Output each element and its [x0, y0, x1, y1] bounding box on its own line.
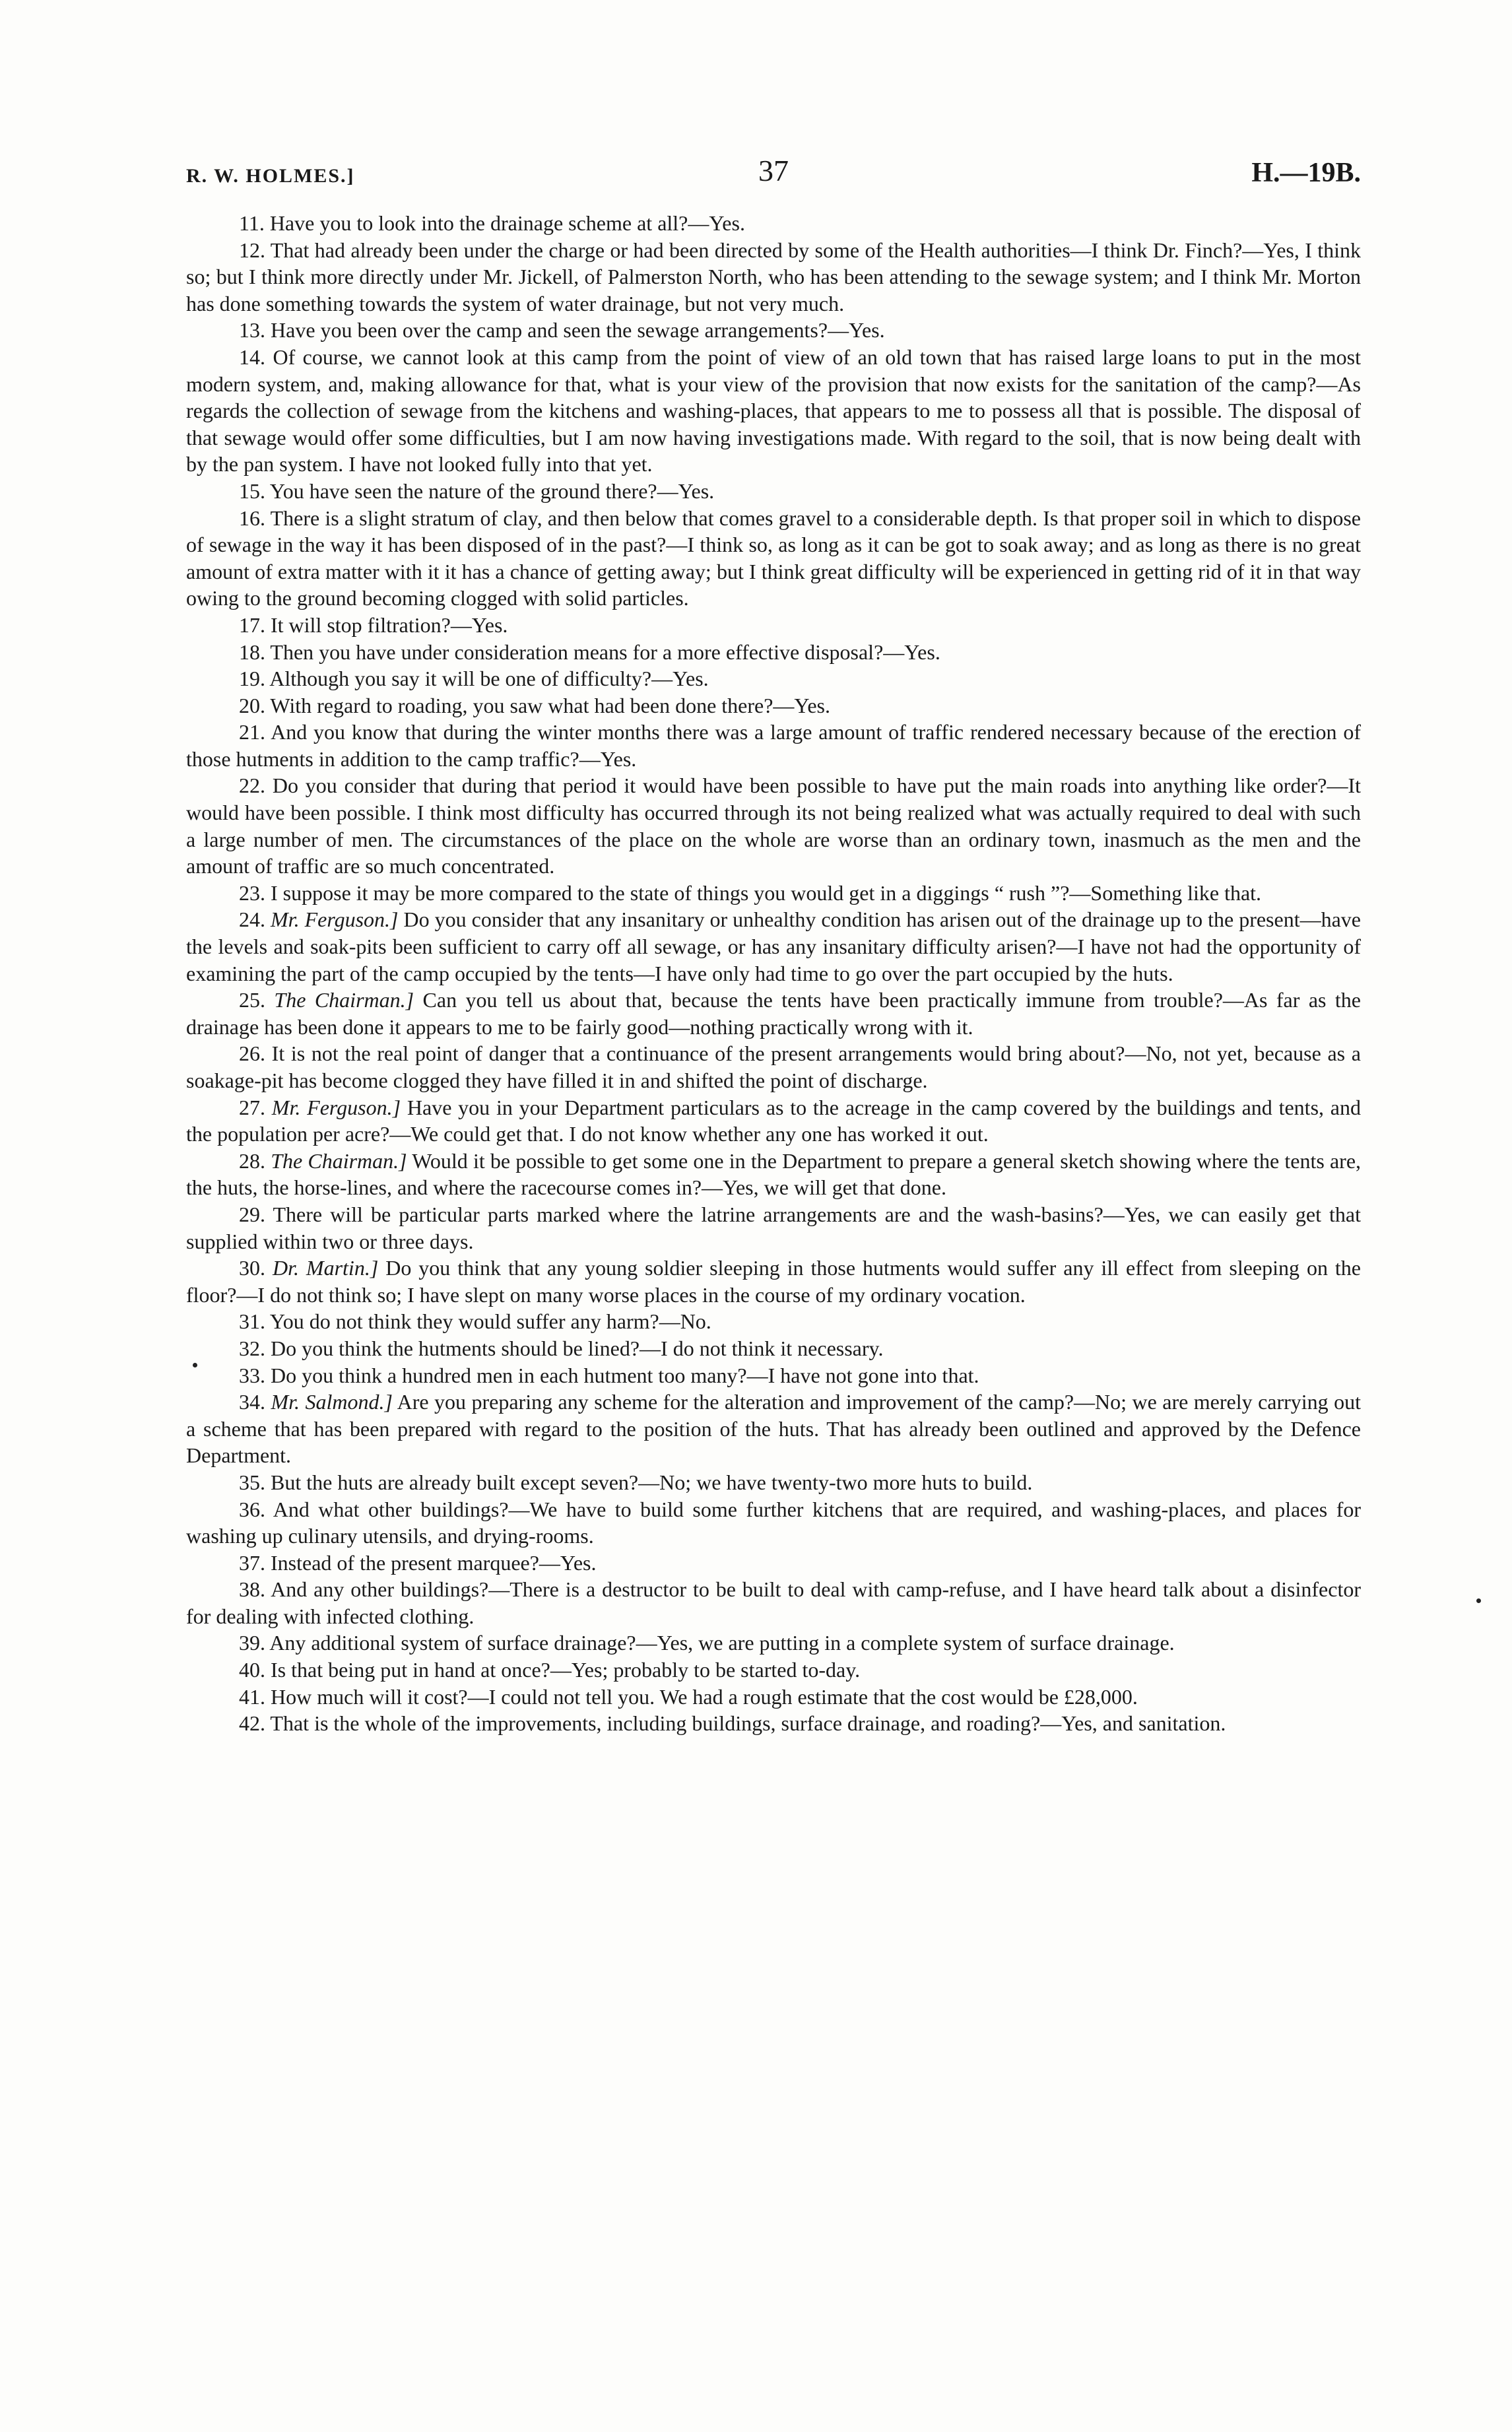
- paragraph-text: Have you to look into the drainage scheme at all?—Yes.: [269, 211, 745, 235]
- paragraph-text: Then you have under consideration means for a more effective disposal?—Yes.: [270, 640, 940, 664]
- question-number: 28.: [239, 1148, 265, 1173]
- paragraph-text: How much will it cost?—I could not tell you. We had a rough estimate that the cost would be £28,000.: [271, 1684, 1138, 1709]
- paragraph-q17: [186, 612, 1361, 639]
- paragraph-text: Can you tell us about that, because the tents have been practically immune from trouble?—As far as the drainage has been done it appears to me to be fairly good—nothing practically wrong with it.: [186, 988, 1362, 1039]
- speaker-name: The Chairman.]: [271, 1148, 407, 1173]
- paragraph-q12: [186, 237, 1361, 317]
- paragraph-text: Do you think a hundred men in each hutment too many?—I have not gone into that.: [271, 1363, 979, 1387]
- question-number: 14.: [239, 345, 265, 369]
- paragraph-q23: [186, 880, 1361, 907]
- page-header: [186, 153, 1361, 199]
- paragraph-text: That had already been under the charge or had been directed by some of the Health authorities—I think Dr. Finch?—Yes, I think so; but I think more directly under Mr. Jickell, of Palmerston North, who has been attending to the sewage system; and I think Mr. Morton has done something towards the system of water drainage, but not very much.: [186, 238, 1362, 315]
- question-number: 29.: [239, 1202, 265, 1226]
- paragraph-q16: [186, 505, 1361, 612]
- paragraph-text: Are you preparing any scheme for the alteration and improvement of the camp?—No; we are merely carrying out a scheme that has been prepared with regard to the position of the huts. That has already been outlined and approved by the Defence Department.: [186, 1390, 1362, 1468]
- speaker-name: Mr. Salmond.]: [271, 1390, 393, 1414]
- paragraph-q37: [186, 1550, 1361, 1577]
- paragraph-q30: [186, 1255, 1361, 1308]
- paragraph-text: Any additional system of surface drainage?—Yes, we are putting in a complete system of surface drainage.: [269, 1631, 1175, 1655]
- question-number: 40.: [239, 1658, 265, 1682]
- paragraph-q27: [186, 1094, 1361, 1148]
- paragraph-q34: [186, 1389, 1361, 1469]
- question-number: 18.: [239, 640, 265, 664]
- paragraph-text: Have you in your Department particulars as to the acreage in the camp covered by the buildings and tents, and the population per acre?—We could get that. I do not know whether any one has worked it out.: [186, 1095, 1362, 1146]
- question-number: 37.: [239, 1550, 265, 1575]
- paragraph-text: It will stop filtration?—Yes.: [271, 612, 508, 637]
- question-number: 13.: [239, 318, 265, 343]
- paragraph-q28: [186, 1148, 1361, 1201]
- paragraph-q41: [186, 1684, 1361, 1711]
- question-number: 39.: [239, 1631, 265, 1655]
- question-number: 21.: [239, 720, 265, 744]
- question-number: 12.: [239, 238, 265, 262]
- question-number: 20.: [239, 693, 265, 717]
- paragraph-text: There will be particular parts marked where the latrine arrangements are and the wash-basins?—Yes, we can easily get that supplied within two or three days.: [186, 1202, 1361, 1253]
- question-number: 23.: [239, 880, 265, 905]
- document-body: [186, 210, 1361, 1737]
- question-number: 17.: [239, 612, 265, 637]
- paragraph-q31: [186, 1308, 1361, 1335]
- speaker-name: Mr. Ferguson.]: [271, 1095, 401, 1119]
- question-number: 16.: [239, 506, 265, 530]
- paragraph-text: You do not think they would suffer any harm?—No.: [269, 1309, 711, 1334]
- paragraph-text: Although you say it will be one of difficulty?—Yes.: [269, 667, 709, 691]
- paragraph-text: Instead of the present marquee?—Yes.: [271, 1550, 597, 1575]
- paragraph-q29: [186, 1201, 1361, 1255]
- paragraph-text: And any other buildings?—There is a destructor to be built to deal with camp-refuse, and I have heard talk about a disinfector for dealing with infected clothing.: [186, 1577, 1362, 1628]
- speaker-name: The Chairman.]: [274, 988, 414, 1012]
- paragraph-text: Do you consider that any insanitary or unhealthy condition has arisen out of the drainage up to the present—have the levels and soak-pits been sufficient to carry off all sewage, or has any insanitary difficulty arisen?—I have not had the opportunity of examining the part of the camp occupied by the tents—I have only had time to go over the part occupied by the huts.: [186, 907, 1362, 985]
- paragraph-text: There is a slight stratum of clay, and then below that comes gravel to a considerable depth. Is that proper soil in which to dispose of sewage in the way it has been disposed of in the past?—I think so, as long as it can be got to soak away; and as long as there is no great amount of extra matter with it it has a chance of getting away; but I think great difficulty will be experienced in getting rid of it in that way owing to the ground becoming clogged with solid particles.: [186, 506, 1362, 610]
- paragraph-text: You have seen the nature of the ground there?—Yes.: [269, 478, 715, 503]
- question-number: 30.: [239, 1256, 265, 1280]
- paragraph-q25: [186, 987, 1361, 1040]
- paragraph-q24: [186, 906, 1361, 987]
- paragraph-text: Of course, we cannot look at this camp from the point of view of an old town that has raised large loans to put in the most modern system, and, making allowance for that, what is your view of the provision that now exists for the sanitation of the camp?—As regards the collection of sewage from the kitchens and washing-places, that appears to me to possess all that is possible. The disposal of that sewage would offer some difficulties, but I am now having investigations made. With regard to the soil, that is now being dealt with by the pan system. I have not looked fully into that yet.: [186, 345, 1362, 477]
- question-number: 26.: [239, 1041, 265, 1066]
- margin-dot: [193, 1363, 197, 1367]
- paragraph-q13: [186, 317, 1361, 344]
- question-number: 24.: [239, 907, 265, 932]
- header-witness-name: R. W. HOLMES.]: [186, 165, 355, 187]
- paragraph-q11: [186, 210, 1361, 237]
- paragraph-q19: [186, 665, 1361, 692]
- document-reference: H.—19B.: [1251, 158, 1361, 188]
- paragraph-text: But the huts are already built except seven?—No; we have twenty-two more huts to build.: [271, 1470, 1033, 1494]
- paragraph-q33: [186, 1362, 1361, 1389]
- paragraph-q22: [186, 772, 1361, 879]
- question-number: 32.: [239, 1336, 265, 1360]
- question-number: 15.: [239, 478, 265, 503]
- paragraph-q42: [186, 1710, 1361, 1737]
- question-number: 22.: [239, 773, 265, 798]
- question-number: 11.: [239, 211, 265, 235]
- paragraph-q26: [186, 1040, 1361, 1094]
- question-number: 27.: [239, 1095, 265, 1119]
- speaker-name: Mr. Ferguson.]: [271, 907, 399, 932]
- question-number: 33.: [239, 1363, 265, 1387]
- question-number: 36.: [239, 1497, 265, 1521]
- speaker-name: Dr. Martin.]: [272, 1256, 379, 1280]
- question-number: 35.: [239, 1470, 265, 1494]
- paragraph-q15: [186, 478, 1361, 505]
- question-number: 25.: [239, 988, 265, 1012]
- paragraph-q40: [186, 1657, 1361, 1684]
- paragraph-q14: [186, 344, 1361, 478]
- paragraph-q20: [186, 692, 1361, 719]
- paragraph-q36: [186, 1496, 1361, 1550]
- paragraph-text: Do you think the hutments should be lined?—I do not think it necessary.: [271, 1336, 884, 1360]
- paragraph-text: And what other buildings?—We have to build some further kitchens that are required, and washing-places, and places for washing up culinary utensils, and drying-rooms.: [186, 1497, 1362, 1548]
- paragraph-q35: [186, 1469, 1361, 1496]
- question-number: 41.: [239, 1684, 265, 1709]
- paragraph-q18: [186, 639, 1361, 666]
- paragraph-text: That is the whole of the improvements, including buildings, surface drainage, and roading?—Yes, and sanitation.: [270, 1711, 1226, 1736]
- page-number: 37: [758, 154, 789, 187]
- paragraph-text: Is that being put in hand at once?—Yes; probably to be started to-day.: [271, 1658, 861, 1682]
- paragraph-text: I suppose it may be more compared to the state of things you would get in a diggings “ rush ”?—Something like that.: [271, 880, 1262, 905]
- question-number: 31.: [239, 1309, 265, 1334]
- paragraph-text: Have you been over the camp and seen the sewage arrangements?—Yes.: [271, 318, 885, 343]
- question-number: 42.: [239, 1711, 265, 1736]
- paragraph-text: It is not the real point of danger that a continuance of the present arrangements would bring about?—No, not yet, because as a soakage-pit has become clogged they have filled it in and shifted the point of discharge.: [186, 1041, 1362, 1092]
- question-number: 38.: [239, 1577, 265, 1602]
- margin-dot: [1476, 1598, 1481, 1603]
- paragraph-q38: [186, 1576, 1361, 1629]
- question-number: 19.: [239, 667, 265, 691]
- question-number: 34.: [239, 1390, 265, 1414]
- paragraph-text: Do you consider that during that period it would have been possible to have put the main roads into anything like order?—It would have been possible. I think most difficulty has occurred through its not being realized what was actually required to deal with such a large number of men. The circumstances of the place on the whole are worse than an ordinary town, inasmuch as the men and the amount of traffic are so much concentrated.: [186, 773, 1362, 878]
- paragraph-text: With regard to roading, you saw what had been done there?—Yes.: [270, 693, 830, 717]
- paragraph-text: Do you think that any young soldier sleeping in those hutments would suffer any ill effect from sleeping on the floor?—I do not think so; I have slept on many worse places in the course of my ordinary vocation.: [186, 1256, 1361, 1307]
- paragraph-q21: [186, 719, 1361, 772]
- paragraph-q39: [186, 1629, 1361, 1657]
- paragraph-text: Would it be possible to get some one in the Department to prepare a general sketch showing where the tents are, the huts, the horse-lines, and where the racecourse comes in?—Yes, we will get that done.: [186, 1148, 1362, 1200]
- paragraph-q32: [186, 1335, 1361, 1362]
- paragraph-text: And you know that during the winter months there was a large amount of traffic rendered necessary because of the erection of those hutments in addition to the camp traffic?—Yes.: [186, 720, 1362, 771]
